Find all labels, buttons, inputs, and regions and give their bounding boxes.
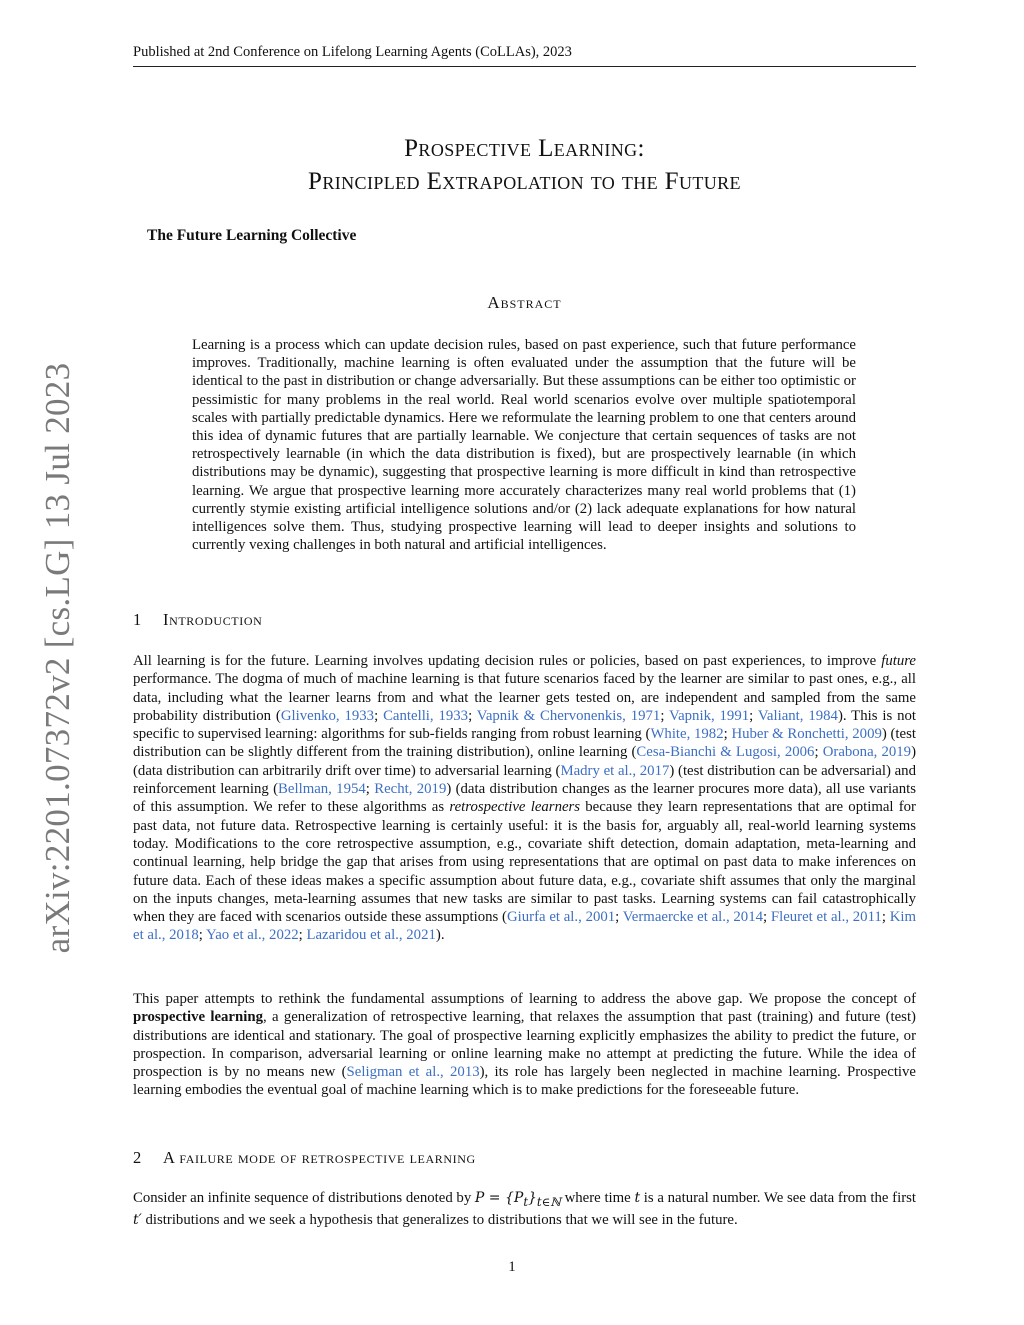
intro-paragraph-1: All learning is for the future. Learning involves updating decision rules or policies, based on past experiences, to improve future performance. The dogma of much of machine learning is that future scenarios faced by the learner are similar to past ones, e.g., all data, including what the learner learns from and what the learner gets tested on, are independent and sampled from the same probability distribution (Glivenko, 1933; Cantelli, 1933; Vapnik & Chervonenkis, 1971; Vapnik, 1991; Valiant, 1984). This is not specific to supervised learning: algorithms for sub-fields ranging from robust learning (White, 1982; Huber & Ronchetti, 2009) (test distribution can be slightly different from the training distribution), online learning (Cesa-Bianchi & Lugosi, 2006; Orabona, 2019) (data distribution can arbitrarily drift over time) to adversarial learning (Madry et al., 2017) (test distribution can be adversarial) and reinforcement learning (Bellman, 1954; Recht, 2019) (data distribution changes as the learner procures more data), all use variants of this assumption. We refer to these algorithms as retrospective learners because they learn representations that are optimal for past data, not future data. Retrospective learning is certainly useful: it is the basis for, arguably all, real-world learning systems today. Modifications to the core retrospective assumption, e.g., covariate shift detection, domain adaptation, meta-learning and continual learning, help bridge the gap that arises from using representations that are optimal on past data to make inferences on future data. Each of these ideas makes a specific assumption about future data, e.g., covariate shift assumes that only the marginal on the inputs changes, meta-learning assumes that new tasks are similar to past tasks. Learning systems can fail catastrophically when they are faced with scenarios outside these assumptions (Giurfa et al., 2001; Vermaercke et al., 2014; Fleuret et al., 2011; Kim et al., 2018; Yao et al., 2022; Lazaridou et al., 2021). [133, 653, 917, 944]
citation-link[interactable]: Vermaercke et al., 2014 [622, 909, 764, 926]
math-variable: t [634, 1190, 641, 1206]
arxiv-stamp: arXiv:2201.07372v2 [cs.LG] 13 Jul 2023 [38, 362, 77, 954]
section-title: Introduction [163, 610, 263, 629]
section-2-paragraph: Consider an infinite sequence of distributions denoted by $P = \{P_t\}_{t\in ℕ}$ where time t is a natural number. We see data from the first t′ distributions and we seek a hypothesis that generalizes to distributions that we will see in the future. [133, 1190, 917, 1229]
citation-link[interactable]: Recht, 2019 [374, 781, 447, 798]
citation-link[interactable]: Yao et al., 2022 [206, 927, 299, 944]
citation-link[interactable]: Valiant, 1984 [757, 707, 838, 724]
math-expression: $P = \{P_t\}_{t\in ℕ}$ [474, 1190, 561, 1209]
citation-link[interactable]: Cantelli, 1933 [383, 707, 469, 724]
citation-link[interactable]: Giurfa et al., 2001 [506, 909, 616, 926]
citation-link[interactable]: White, 1982 [650, 726, 724, 743]
citation-link[interactable]: Seligman et al., 2013 [346, 1064, 480, 1081]
citation-link[interactable]: Vapnik & Chervonenkis, 1971 [476, 707, 661, 724]
citation-link[interactable]: Orabona, 2019 [822, 744, 912, 761]
section-1-heading [133, 610, 262, 630]
citation-link[interactable]: Glivenko, 1933 [280, 707, 375, 724]
title-line-2: Principled Extrapolation to the Future [308, 168, 741, 195]
section-number: 2 [133, 1148, 142, 1167]
math-variable: t′ [133, 1212, 142, 1229]
section-2-heading [133, 1148, 476, 1168]
title-line-1: Prospective Learning: [404, 135, 645, 162]
abstract-heading: Abstract [487, 293, 562, 312]
intro-paragraph-2: This paper attempts to rethink the fundamental assumptions of learning to address the above gap. We propose the concept of prospective learning, a generalization of retrospective learning, that relaxes the assumption that past (training) and future (test) distributions are identical and stationary. The goal of prospective learning explicitly emphasizes the ability to predict the future, or prospection. In comparison, adversarial learning or online learning make no attempt at predicting the future. While the idea of prospection is by no means new (Seligman et al., 2013), its role has largely been neglected in machine learning. Prospective learning embodies the eventual goal of machine learning which is to make predictions for the foreseeable future. [133, 991, 917, 1099]
citation-link[interactable]: Vapnik, 1991 [669, 707, 750, 724]
abstract-text: Learning is a process which can update decision rules, based on past experience, such that future performance improves. Traditionally, machine learning is often evaluated under the assumption that the future will be identical to the past in distribution or change adversarially. But these assumptions can be either too optimistic or pessimistic for many problems in the real world. Real world scenarios evolve over multiple spatiotemporal scales with partially predictable dynamics. Here we reformulate the learning problem to one that centers around this idea of dynamic futures that are partially learnable. We conjecture that certain sequences of tasks are not retrospectively learnable (in which the data distribution is fixed), but are prospectively learnable (in which distributions may be dynamic), suggesting that prospective learning is more difficult in kind than retrospective learning. We argue that prospective learning more accurately characterizes many real world problems that (1) currently stymie existing artificial intelligence solutions and/or (2) lack adequate explanations for how natural intelligences solve them. Thus, studying prospective learning will lead to deeper insights and solutions to currently vexing challenges in both natural and artificial intelligences. [192, 337, 856, 554]
page-number: 1 [508, 1259, 516, 1275]
citation-link[interactable]: Lazaridou et al., 2021 [306, 927, 436, 944]
citation-link[interactable]: Madry et al., 2017 [560, 762, 670, 779]
citation-link[interactable]: Cesa-Bianchi & Lugosi, 2006 [636, 744, 815, 761]
running-header: Published at 2nd Conference on Lifelong Learning Agents (CoLLAs), 2023 [133, 44, 916, 67]
citation-link[interactable]: Kim et al., 2018 [133, 909, 917, 944]
section-title: A failure mode of retrospective learning [163, 1148, 476, 1167]
section-number: 1 [133, 610, 142, 629]
citation-link[interactable]: Fleuret et al., 2011 [770, 909, 882, 926]
paper-title [133, 132, 916, 198]
citation-link[interactable]: Bellman, 1954 [278, 781, 366, 798]
author-line: The Future Learning Collective [147, 227, 357, 244]
citation-link[interactable]: Huber & Ronchetti, 2009 [731, 726, 882, 743]
